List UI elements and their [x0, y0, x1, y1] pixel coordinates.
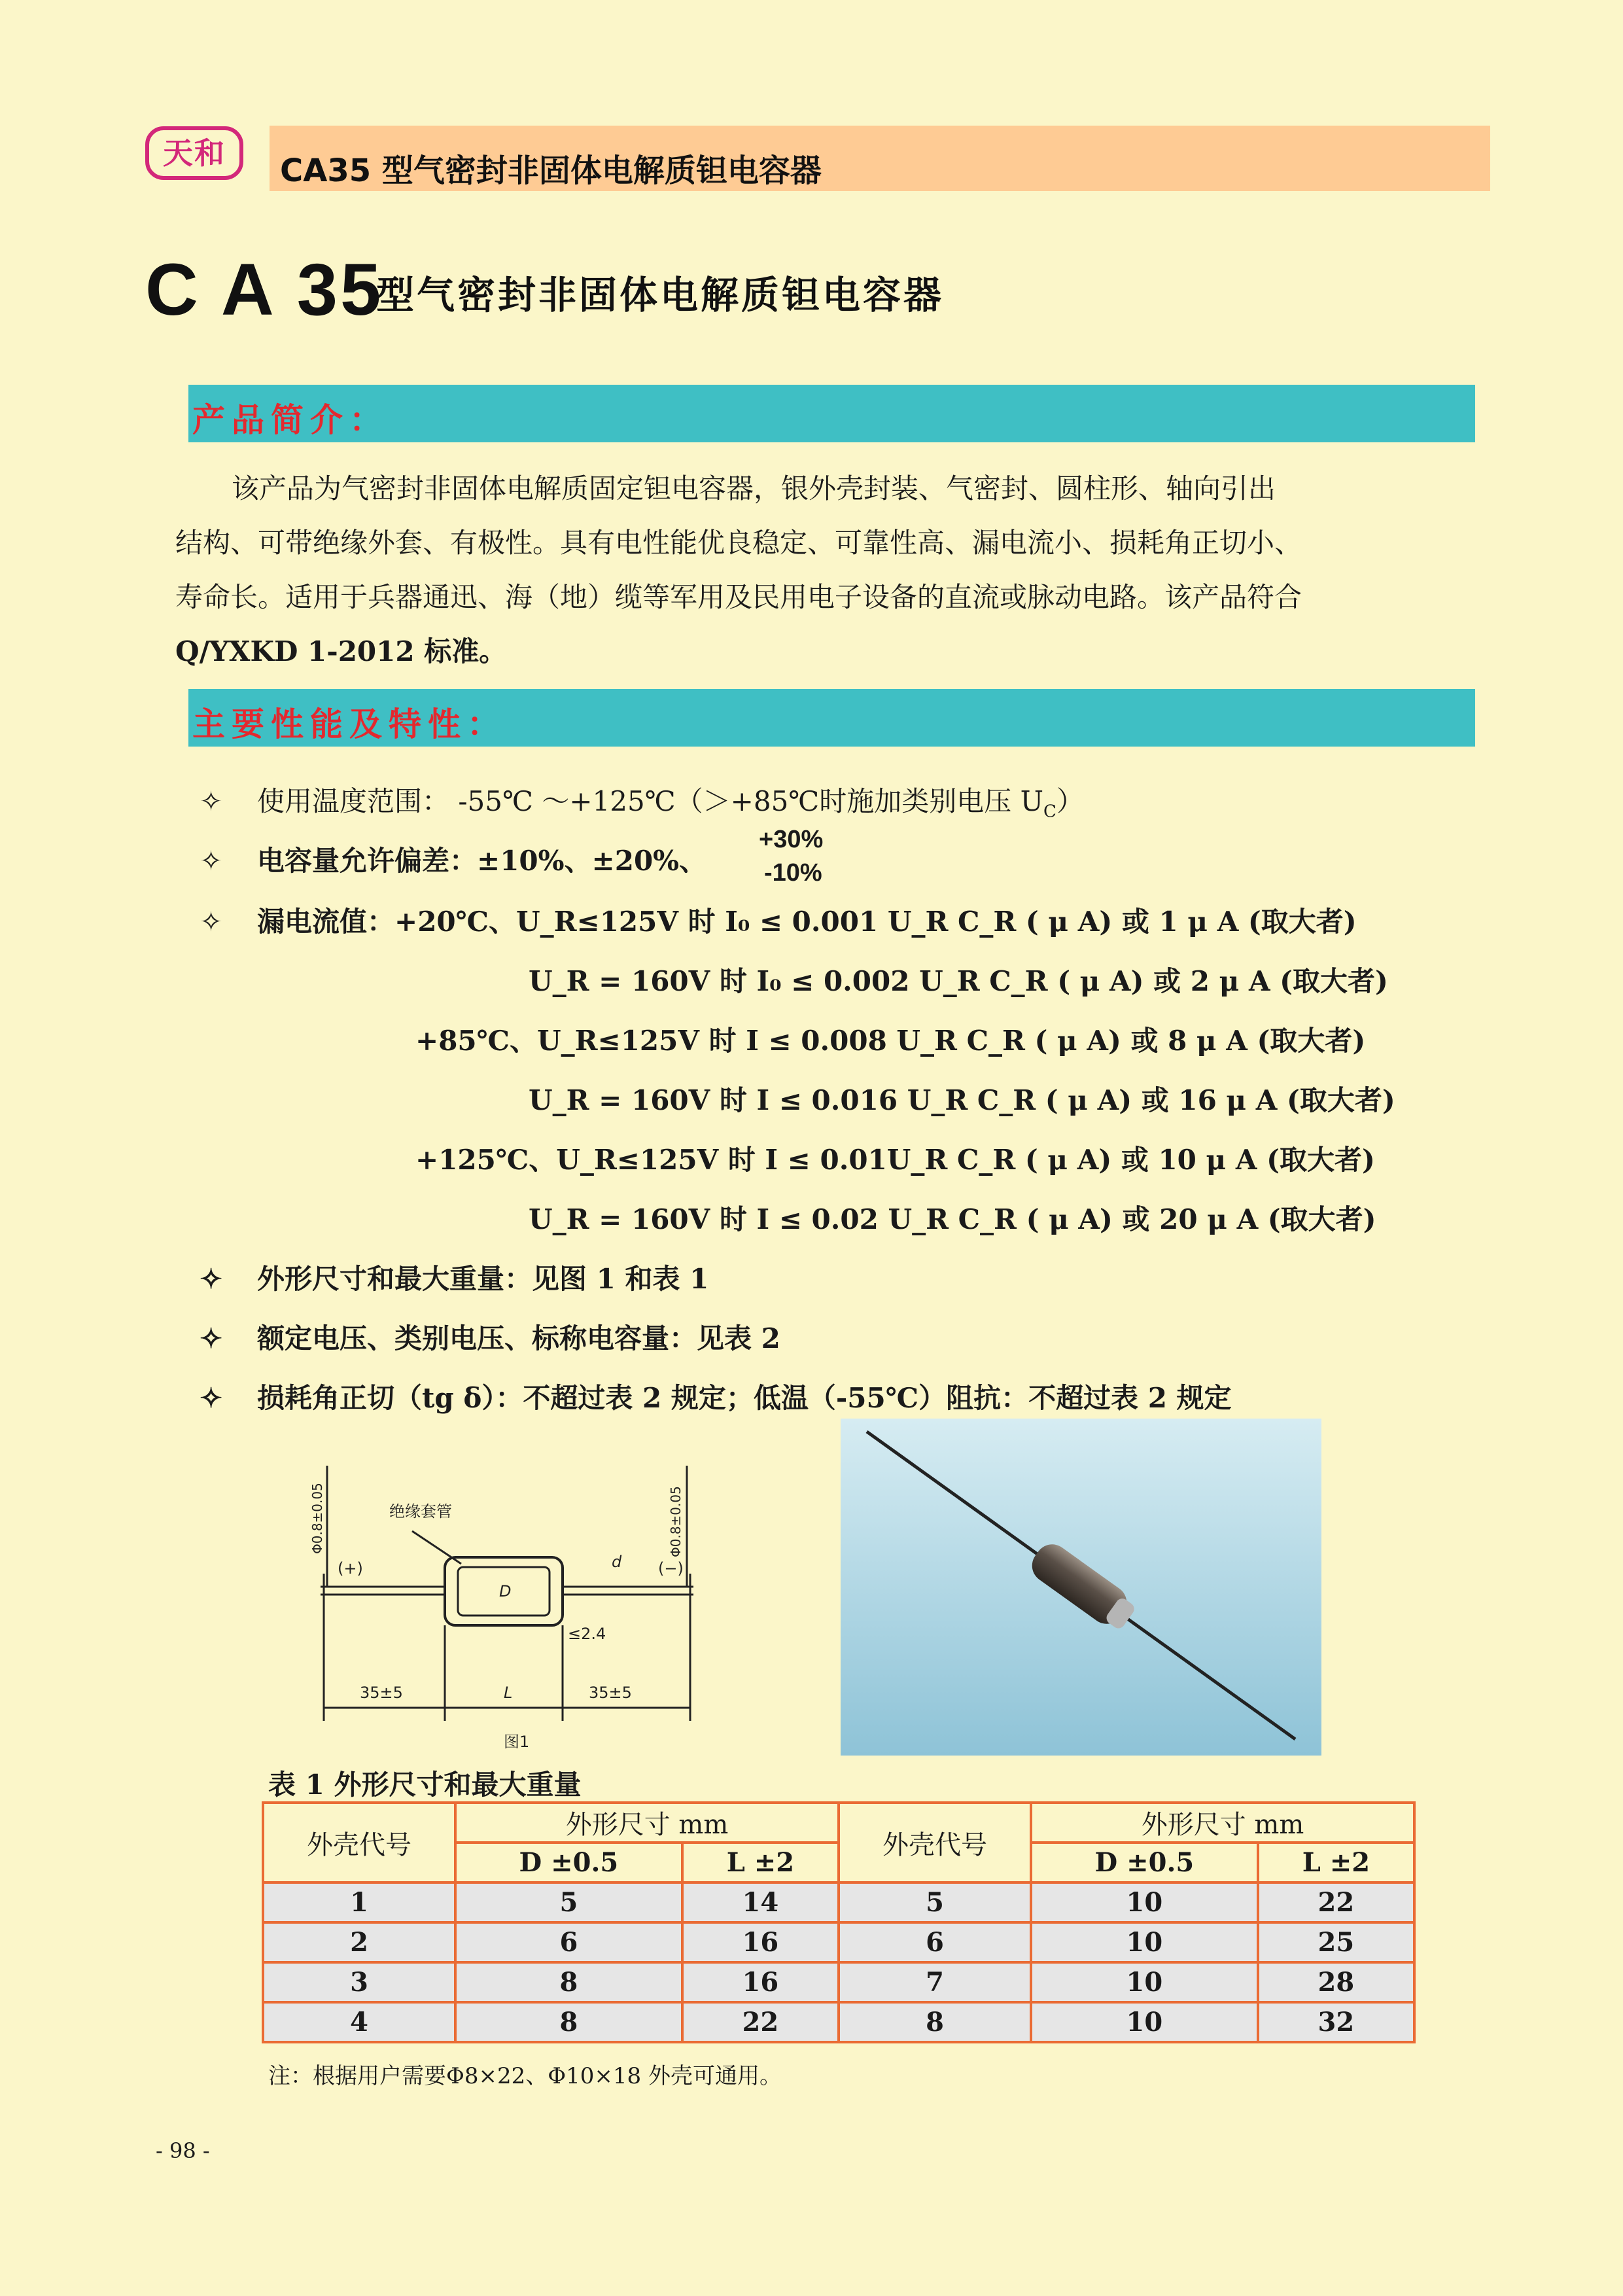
bullet-icon: ✧ [200, 906, 223, 938]
dia-right-label: Φ0.8±0.05 [668, 1486, 684, 1557]
table-cell: 16 [682, 1962, 839, 2002]
tolerance-plus: +30% [759, 826, 824, 853]
table-cell: 32 [1258, 2002, 1414, 2042]
lead-right-label: 35±5 [589, 1684, 632, 1702]
length-label: L [504, 1684, 513, 1702]
table-cell: 10 [1031, 1922, 1258, 1962]
main-title-name: 型气密封非固体电解质钽电容器 [376, 273, 945, 317]
brand-logo: 天和 [145, 126, 243, 180]
bullet-icon: ✧ [200, 785, 223, 817]
feature-dimensions-text: 外形尺寸和最大重量：见图 1 和表 1 [257, 1263, 709, 1295]
leak-line-2: U_R = 160V 时 I₀ ≤ 0.002 U_R C_R ( μ A) 或 2 μ A (取大者) [529, 965, 1388, 997]
table-cell: 28 [1258, 1962, 1414, 2002]
bullet-icon: ✧ [200, 845, 223, 877]
figure-caption: 图1 [504, 1733, 530, 1751]
table-header-dims-left: 外形尺寸 mm [455, 1803, 839, 1843]
gap-label: ≤2.4 [568, 1625, 606, 1643]
bullet-icon: ✧ [200, 1382, 223, 1414]
intro-line-1: 该产品为气密封非固体电解质固定钽电容器，银外壳封装、气密封、圆柱形、轴向引出 [232, 472, 1276, 504]
table-row [263, 2002, 1414, 2042]
tolerance-minus: -10% [764, 859, 822, 887]
intro-line-4: Q/YXKD 1-2012 标准。 [175, 635, 507, 667]
table-cell: 3 [263, 1962, 455, 2002]
feature-temp [200, 780, 1084, 821]
leak-line-4: U_R = 160V 时 I ≤ 0.016 U_R C_R ( μ A) 或 16 μ A (取大者) [529, 1084, 1395, 1116]
table-cell: 8 [839, 2002, 1031, 2042]
dimensions-table [262, 1801, 1416, 2043]
table-cell: 22 [1258, 1882, 1414, 1922]
table-cell: 22 [682, 2002, 839, 2042]
features-section-title: 主要性能及特性： [192, 705, 506, 743]
header-title: CA35 型气密封非固体电解质钽电容器 [280, 152, 822, 189]
feature-loss [200, 1377, 1232, 1416]
table-cell: 14 [682, 1882, 839, 1922]
table-cell: 6 [839, 1922, 1031, 1962]
table-header-D-left: D ±0.5 [455, 1843, 682, 1882]
dia-left-label: Φ0.8±0.05 [309, 1483, 325, 1554]
minus-label: (−) [658, 1559, 684, 1578]
leak-line-5: +125℃、U_R≤125V 时 I ≤ 0.01U_R C_R ( μ A) 或 10 μ A (取大者) [415, 1144, 1375, 1176]
features-section-bar [188, 689, 1475, 747]
feature-temp-text: 使用温度范围： -55℃ ～+125℃（＞+85℃时施加类别电压 U [257, 785, 1044, 817]
table-note: 注：根据用户需要Φ8×22、Φ10×18 外壳可通用。 [268, 2063, 782, 2089]
main-title-code: C A 35 [145, 249, 384, 330]
table-cell: 10 [1031, 2002, 1258, 2042]
feature-leakage [200, 900, 1357, 940]
page-number: - 98 - [156, 2138, 210, 2163]
feature-temp-end: ） [1056, 785, 1084, 817]
intro-line-3: 寿命长。适用于兵器通迅、海（地）缆等军用及民用电子设备的直流或脉动电路。该产品符合 [175, 581, 1302, 613]
capacitor-dimension-drawing [307, 1439, 700, 1760]
table-cell: 7 [839, 1962, 1031, 2002]
table-cell: 8 [455, 1962, 682, 2002]
table-cell: 25 [1258, 1922, 1414, 1962]
d-lead-label: d [612, 1553, 622, 1571]
table-header-L-left: L ±2 [682, 1843, 839, 1882]
leak-line-6: U_R = 160V 时 I ≤ 0.02 U_R C_R ( μ A) 或 20 μ A (取大者) [529, 1203, 1376, 1235]
table-cell: 16 [682, 1922, 839, 1962]
intro-section-bar [188, 385, 1475, 442]
feature-voltage-text: 额定电压、类别电压、标称电容量：见表 2 [257, 1322, 780, 1354]
feature-voltage [200, 1317, 780, 1356]
leak-line-3: +85℃、U_R≤125V 时 I ≤ 0.008 U_R C_R ( μ A) 或 8 μ A (取大者) [415, 1025, 1366, 1057]
table-header-case-right: 外壳代号 [839, 1803, 1031, 1882]
table-header-case-left: 外壳代号 [263, 1803, 455, 1882]
intro-line-2: 结构、可带绝缘外套、有极性。具有电性能优良稳定、可靠性高、漏电流小、损耗角正切小、 [175, 527, 1302, 559]
feature-loss-text: 损耗角正切（tg δ）：不超过表 2 规定；低温（-55℃）阻抗：不超过表 2 规定 [257, 1382, 1232, 1414]
table-cell: 5 [455, 1882, 682, 1922]
table-cell: 4 [263, 2002, 455, 2042]
bullet-icon: ✧ [200, 1263, 223, 1295]
intro-section-title: 产品简介： [192, 400, 389, 439]
capacitor-photo [841, 1419, 1321, 1756]
feature-tolerance-text: 电容量允许偏差：±10%、±20%、 [257, 845, 707, 877]
table-cell: 10 [1031, 1962, 1258, 2002]
table-cell: 5 [839, 1882, 1031, 1922]
feature-temp-sub: C [1043, 802, 1056, 822]
table-row [263, 1962, 1414, 2002]
table-cell: 1 [263, 1882, 455, 1922]
sleeve-label: 绝缘套管 [389, 1502, 452, 1521]
table-cell: 8 [455, 2002, 682, 2042]
bullet-icon: ✧ [200, 1322, 223, 1354]
feature-leakage-label: 漏电流值： [257, 906, 395, 938]
table-cell: 6 [455, 1922, 682, 1962]
table-cell: 2 [263, 1922, 455, 1962]
table-header-D-right: D ±0.5 [1031, 1843, 1258, 1882]
feature-tolerance [200, 839, 707, 879]
table-header-L-right: L ±2 [1258, 1843, 1414, 1882]
lead-left-label: 35±5 [360, 1684, 403, 1702]
d-body-label: D [499, 1582, 512, 1600]
feature-dimensions [200, 1258, 708, 1297]
leak-line-1: +20℃、U_R≤125V 时 I₀ ≤ 0.001 U_R C_R ( μ A) 或 1 μ A (取大者) [394, 906, 1357, 938]
plus-label: (+) [338, 1559, 363, 1578]
table-header-dims-right: 外形尺寸 mm [1031, 1803, 1414, 1843]
table-row [263, 1922, 1414, 1962]
table-caption: 表 1 外形尺寸和最大重量 [268, 1769, 582, 1801]
table-cell: 10 [1031, 1882, 1258, 1922]
table-row [263, 1882, 1414, 1922]
